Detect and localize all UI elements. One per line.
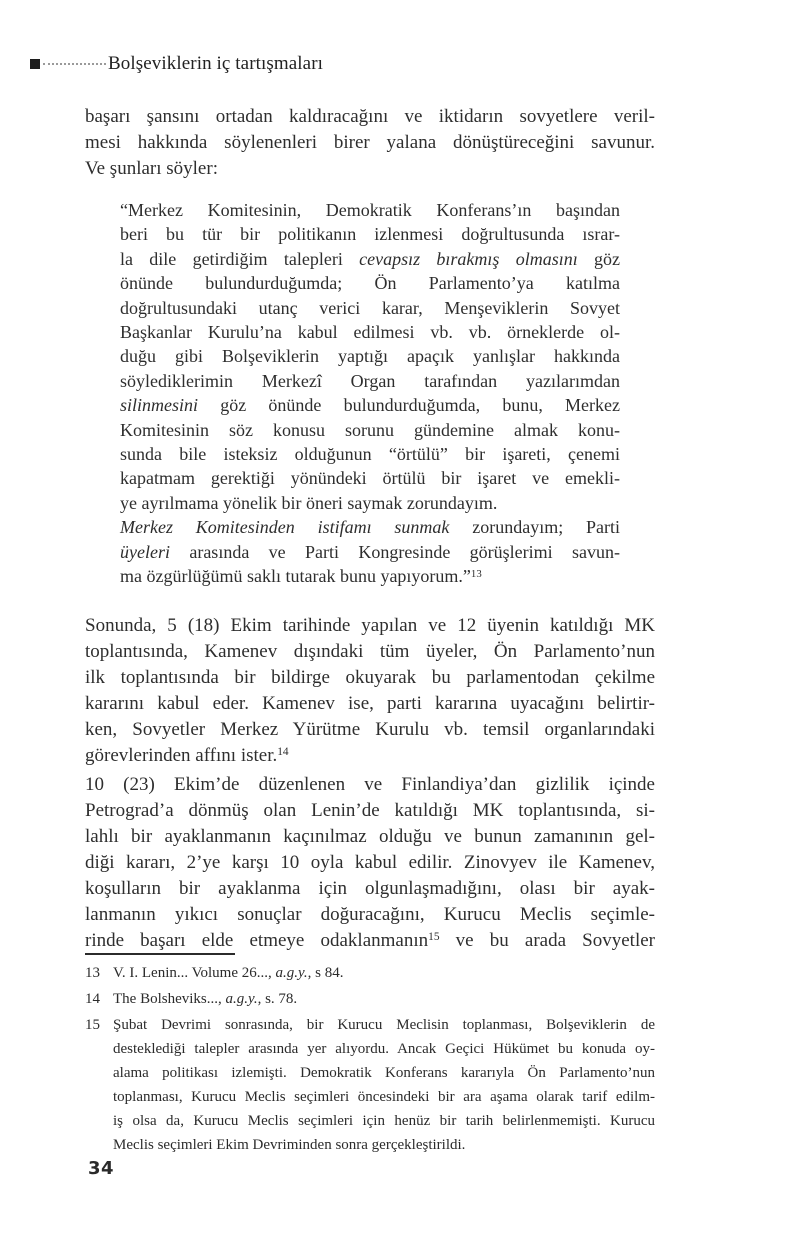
running-header	[30, 52, 323, 76]
running-header-title: Bolşeviklerin iç tartışmaları	[108, 53, 324, 74]
footnote-number: 13	[85, 965, 100, 981]
body-paragraph-3: 10 (23) Ekim’de düzenlenen ve Finlandiya’dan gizlilik içinde Petrograd’a dönmüş olan Lenin’de katıldığı MK toplantısında, si- lahlı bir ayaklanmanın kaçınılmaz olduğu ve bunun zamanının gel- diği kararı, 2’ye karşı 10 oyla kabul edilir. Zinovyev ile Kamenev, koşulların bir ayaklanma için olgunlaşmadığını, olası bir ayak- lanmanın yıkıcı sonuçlar doğuracağını, Kurucu Meclis seçimle- rinde başarı elde etmeye odaklanmanın$^{15}$ ve bu arada Sovyetler	[85, 773, 655, 951]
footnote-text: V. I. Lenin... Volume 26..., a.g.y., s 84.	[113, 965, 344, 981]
footnote-text: Şubat Devrimi sonrasında, bir Kurucu Meclisin toplanması, Bolşeviklerin de desteklediği talepler arasında yer alıyordu. Ancak Geçici Hükümet bu konuda oy- alama politikası izlemişti. Demokratik Konferans kararıyla Ön Parlamento’nun toplanması, Kurucu Meclis seçimleri öncesindeki bir ara aşama olarak tarif edilm- iş olsa da, Kurucu Meclis seçimleri için henüz bir tarih belirlenmemişti. Kurucu Meclis seçimleri Ekim Devriminden sonra gerçekleştirildi.	[113, 1017, 655, 1153]
page-number: 34	[88, 1158, 115, 1179]
footnote-14	[85, 987, 655, 1011]
block-quote: “Merkez Komitesinin, Demokratik Konferans’ın başından beri bu tür bir politikanın izlenmesi doğrultusunda ısrar- la dile getirdiğim talepleri cevapsız bırakmış olmasını göz önünde bulundurduğumda; Ön Parlamento’ya katılma doğrultusundaki utanç verici karar, Menşeviklerin Sovyet Başkanlar Kurulu’na kabul edilmesi vb. vb. örneklerde ol- duğu gibi Bolşeviklerin yaptığı apaçık yanlışlar hakkında söylediklerimin Merkezî Organ tarafından yazılarımdan silinmesini göz önünde bulundurduğumda, bunu, Merkez Komitesinin söz konusu sorunu gündemine almak konu- sunda bile isteksiz olduğunun “örtülü” bir işareti, çenemi kapatmam gerektiği yönündeki örtülü bir işaret ve emekli- ye ayrılmama yönelik bir öneri saymak zorundayım. Merkez Komitesinden istifamı sunmak zorundayım; Parti üyeleri arasında ve Parti Kongresinde görüşlerimi savun- ma özgürlüğümü saklı tutarak bunu yapıyorum.”$^{13}$	[120, 200, 620, 587]
body-paragraph-1: başarı şansını ortadan kaldıracağını ve iktidarın sovyetlere veril- mesi hakkında söylenenleri birer yalana dönüştüreceğini savunur. Ve şunları söyler:	[85, 106, 655, 179]
footnote-number: 15	[85, 1017, 100, 1033]
footnote-number: 14	[85, 991, 100, 1007]
footnote-separator	[85, 953, 235, 955]
header-dotted-line	[43, 63, 106, 65]
footnote-text: The Bolsheviks..., a.g.y., s. 78.	[113, 991, 298, 1007]
main-text-column	[85, 104, 655, 954]
header-square-icon	[30, 59, 40, 69]
body-paragraph-2: Sonunda, 5 (18) Ekim tarihinde yapılan ve 12 üyenin katıldığı MK toplantısında, Kamenev dışındaki tüm üyeler, Ön Parlamento’nun ilk toplantısında bir bildirge okuyarak bu parlamentodan çekilme kararını kabul eder. Kamenev ise, parti kararına uyacağını belirtir- ken, Sovyetler Merkez Yürütme Kurulu vb. temsil organlarındaki görevlerinden affını ister.$^{14}$	[85, 614, 655, 766]
footnote-15	[85, 1013, 655, 1157]
footnote-area	[85, 953, 655, 1159]
footnote-13	[85, 961, 655, 985]
